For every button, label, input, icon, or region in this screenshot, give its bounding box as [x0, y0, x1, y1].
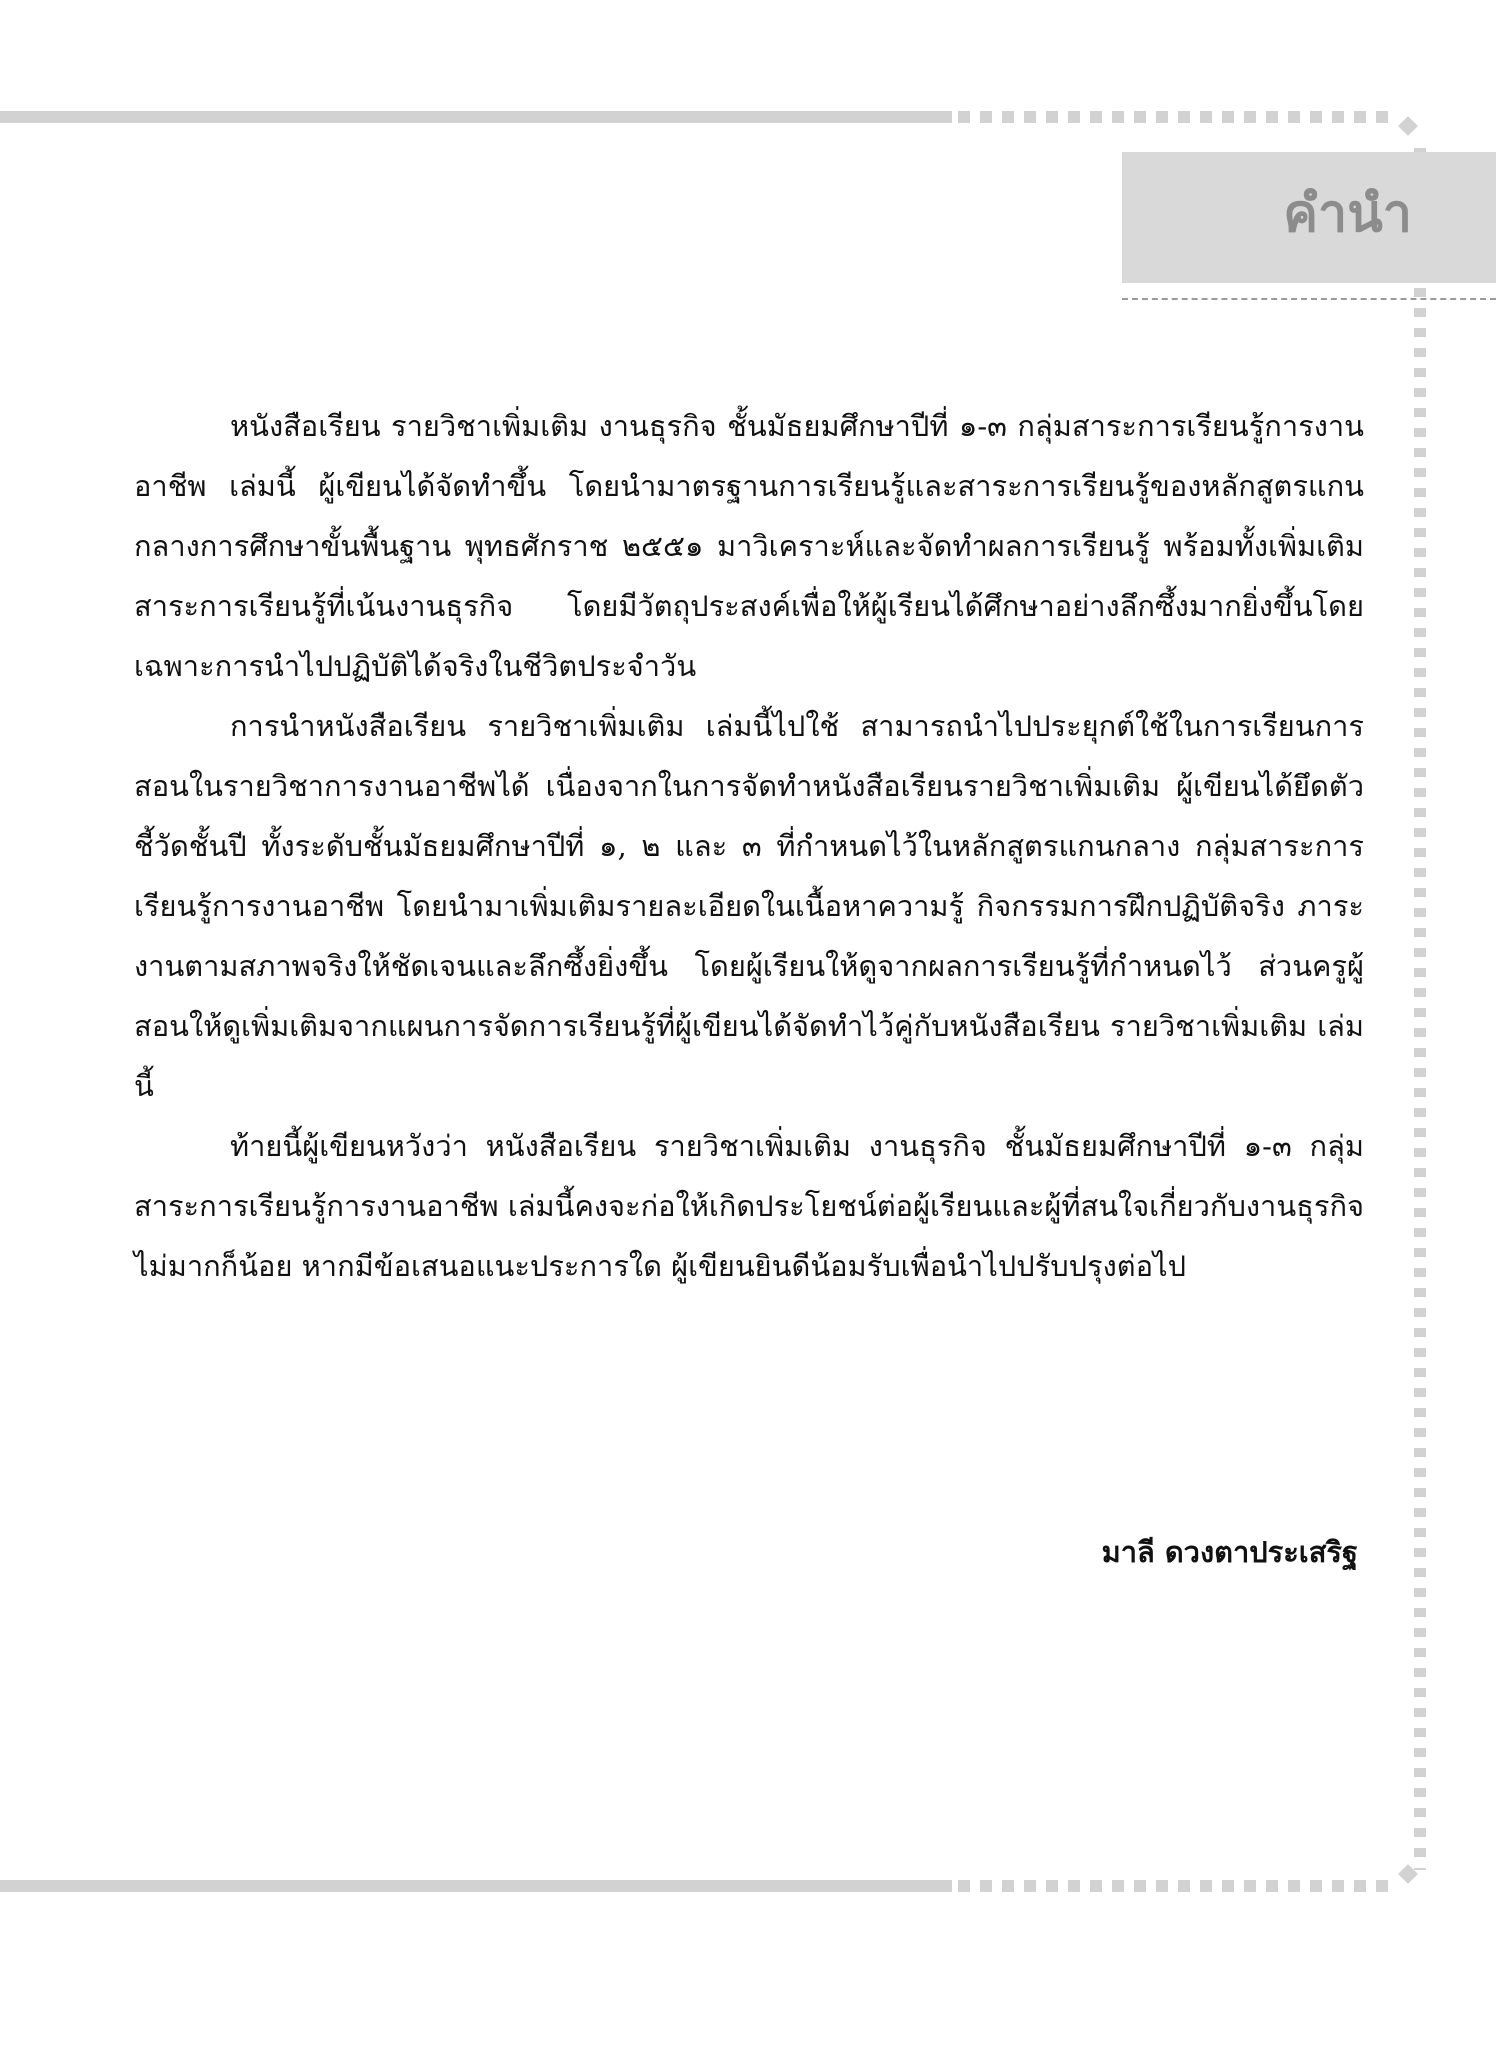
top-border-line [0, 111, 952, 123]
right-border-dots [1414, 148, 1426, 1870]
bottom-border-line [0, 1880, 952, 1892]
heading-underline [1122, 298, 1496, 300]
top-border-dots [958, 111, 1394, 123]
preface-body [134, 396, 1364, 1296]
page-title: คำนำ [1283, 184, 1412, 244]
author-signature: มาลี ดวงตาประเสริฐ [1101, 1535, 1358, 1569]
paragraph-1: หนังสือเรียน รายวิชาเพิ่มเติม งานธุรกิจ ชั้นมัธยมศึกษาปีที่ ๑-๓ กลุ่มสาระการเรียนรู้การงานอาชีพ เล่มนี้ ผู้เขียนได้จัดทำขึ้น โดยนำมาตรฐานการเรียนรู้และสาระการเรียนรู้ของหลักสูตรแกนกลางการศึกษาขั้นพื้นฐาน พุทธศักราช ๒๕๕๑ มาวิเคราะห์และจัดทำผลการเรียนรู้ พร้อมทั้งเพิ่มเติมสาระการเรียนรู้ที่เน้นงานธุรกิจ โดยมีวัตถุประสงค์เพื่อให้ผู้เรียนได้ศึกษาอย่างลึกซึ้งมากยิ่งขึ้นโดยเฉพาะการนำไปปฏิบัติได้จริงในชีวิตประจำวัน [134, 409, 1364, 683]
paragraph-3: ท้ายนี้ผู้เขียนหวังว่า หนังสือเรียน รายวิชาเพิ่มเติม งานธุรกิจ ชั้นมัธยมศึกษาปีที่ ๑-๓ กลุ่มสาระการเรียนรู้การงานอาชีพ เล่มนี้คงจะก่อให้เกิดประโยชน์ต่อผู้เรียนและผู้ที่สนใจเกี่ยวกับงานธุรกิจไม่มากก็น้อย หากมีข้อเสนอแนะประการใด ผู้เขียนยินดีน้อมรับเพื่อนำไปปรับปรุงต่อไป [134, 1129, 1364, 1283]
paragraph-2: การนำหนังสือเรียน รายวิชาเพิ่มเติม เล่มนี้ไปใช้ สามารถนำไปประยุกต์ใช้ในการเรียนการสอนในรายวิชาการงานอาชีพได้ เนื่องจากในการจัดทำหนังสือเรียนรายวิชาเพิ่มเติม ผู้เขียนได้ยึดตัวชี้วัดชั้นปี ทั้งระดับชั้นมัธยมศึกษาปีที่ ๑, ๒ และ ๓ ที่กำหนดไว้ในหลักสูตรแกนกลาง กลุ่มสาระการเรียนรู้การงานอาชีพ โดยนำมาเพิ่มเติมรายละเอียดในเนื้อหาความรู้ กิจกรรมการฝึกปฏิบัติจริง ภาระงานตามสภาพจริงให้ชัดเจนและลึกซึ้งยิ่งขึ้น โดยผู้เรียนให้ดูจากผลการเรียนรู้ที่กำหนดไว้ ส่วนครูผู้สอนให้ดูเพิ่มเติมจากแผนการจัดการเรียนรู้ที่ผู้เขียนได้จัดทำไว้คู่กับหนังสือเรียน รายวิชาเพิ่มเติม เล่มนี้ [134, 709, 1364, 1103]
top-corner-ornament [1398, 116, 1418, 136]
bottom-border-dots [958, 1880, 1394, 1892]
heading-box [1122, 152, 1496, 283]
